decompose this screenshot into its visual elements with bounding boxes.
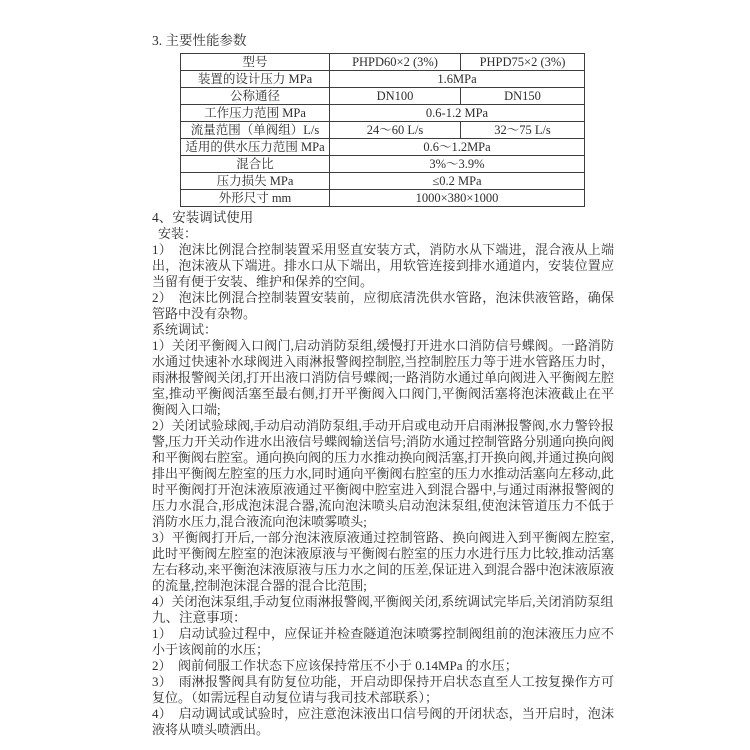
section-4-title: 4、安装调试使用 — [152, 210, 254, 225]
spec-label-cell: 型号 — [181, 54, 330, 71]
spec-value-cell: PHPD75×2 (3%) — [461, 54, 585, 71]
spec-label-cell: 适用的供水压力范围 MPa — [181, 139, 330, 156]
spec-value-cell: 32～75 L/s — [461, 122, 585, 139]
spec-label-cell: 混合比 — [181, 156, 330, 173]
section-9-title: 九、注意事项： — [152, 610, 247, 625]
notice-item-2: 2） 阀前伺服工作状态下应该保持常压不小于 0.14MPa 的水压； — [152, 658, 518, 673]
debug-item-4: 4）关闭泡沫泵组,手动复位雨淋报警阀,平衡阀关闭,系统调试完毕后,关闭消防泵组 — [152, 594, 614, 609]
spec-label-cell: 压力损失 MPa — [181, 173, 330, 190]
notice-item-3: 3） 雨淋报警阀具有防复位功能，开启动即保持开启状态直至人工按复操作方可复位。（如需远程自动复位请与我司技术部联系）； — [152, 674, 614, 705]
spec-value-cell: 1.6MPa — [330, 71, 585, 88]
install-heading: 安装： — [158, 226, 198, 241]
spec-value-cell: DN100 — [330, 88, 461, 105]
table-row — [181, 71, 585, 88]
spec-label-cell: 公称通径 — [181, 88, 330, 105]
spec-value-cell: 0.6～1.2MPa — [330, 139, 585, 156]
table-row — [181, 156, 585, 173]
debug-item-3: 3）平衡阀打开后,一部分泡沫液原液通过控制管路、换向阀进入到平衡阀左腔室,此时平衡阀左腔室的泡沫液原液与平衡阀右腔室的压力水进行压力比较,推动活塞左右移动,来平衡泡沫液原液与压力水之间的压差,保证进入到混合器中泡沫液原液的流量,控制泡沫混合器的混合比范围; — [152, 530, 614, 593]
notice-item-4: 4） 启动调试或试验时，应注意泡沫液出口信号阀的开闭状态，当开启时，泡沫液将从喷头喷洒出。 — [152, 706, 614, 737]
table-row — [181, 88, 585, 105]
spec-label-cell: 外形尺寸 mm — [181, 190, 330, 207]
spec-label-cell: 工作压力范围 MPa — [181, 105, 330, 122]
spec-label-cell: 装置的设计压力 MPa — [181, 71, 330, 88]
table-row — [181, 54, 585, 71]
notice-item-1: 1） 启动试验过程中，应保证并检查隧道泡沫喷雾控制阀组前的泡沫液压力应不小于该阀前的水压； — [152, 626, 614, 657]
install-item-1: 1） 泡沫比例混合控制装置采用竖直安装方式，消防水从下端进，混合液从上端出，泡沫液从下端进。排水口从下端出，用软管连接到排水通道内，安装位置应当留有便于安装、维护和保养的空间。 — [152, 242, 614, 289]
table-row — [181, 105, 585, 122]
table-row — [181, 173, 585, 190]
debug-item-1: 1）关闭平衡阀入口阀门,启动消防泵组,缓慢打开进水口消防信号蝶阀。一路消防水通过快速补水球阀进入雨淋报警阀控制腔,当控制腔压力等于进水管路压力时，雨淋报警阀关闭,打开出液口消防信号蝶阀;一路消防水通过单向阀进入平衡阀左腔室,推动平衡阀活塞至最右侧,打开平衡阀入口阀门,平衡阀活塞将泡沫液截止在平衡阀入口端; — [152, 338, 614, 417]
performance-table — [180, 53, 585, 207]
spec-value-cell: ≤0.2 MPa — [330, 173, 585, 190]
debug-item-2: 2）关闭试验球阀,手动启动消防泵组,手动开启或电动开启雨淋报警阀,水力警铃报警,压力开关动作进水出液信号蝶阀输送信号;消防水通过控制管路分别通向换向阀和平衡阀右腔室。通向换向阀的压力水推动换向阀活塞,打开换向阀,并通过换向阀排出平衡阀左腔室的压力水,同时通向平衡阀右腔室的压力水推动活塞向左移动,此时平衡阀打开泡沫液原液通过平衡阀中腔室进入到混合器中,与通过雨淋报警阀的压力水混合,形成泡沫混合器,流向泡沫喷头启动泡沫泵组,使泡沫管道压力不低于消防水压力,混合液流向泡沫喷雾喷头; — [152, 418, 614, 529]
spec-value-cell: 0.6-1.2 MPa — [330, 105, 585, 122]
spec-label-cell: 流量范围（单阀组）L/s — [181, 122, 330, 139]
table-row — [181, 190, 585, 207]
install-item-2: 2） 泡沫比例混合控制装置安装前，应彻底清洗供水管路，泡沫供液管路，确保管路中没有杂物。 — [152, 290, 614, 321]
spec-value-cell: 3%～3.9% — [330, 156, 585, 173]
table-row — [181, 139, 585, 156]
section-3-title: 3. 主要性能参数 — [152, 33, 247, 48]
spec-value-cell: DN150 — [461, 88, 585, 105]
spec-value-cell: PHPD60×2 (3%) — [330, 54, 461, 71]
document-page — [152, 33, 614, 738]
spec-value-cell: 24～60 L/s — [330, 122, 461, 139]
table-row — [181, 122, 585, 139]
debug-heading: 系统调试： — [152, 322, 218, 337]
spec-value-cell: 1000×380×1000 — [330, 190, 585, 207]
